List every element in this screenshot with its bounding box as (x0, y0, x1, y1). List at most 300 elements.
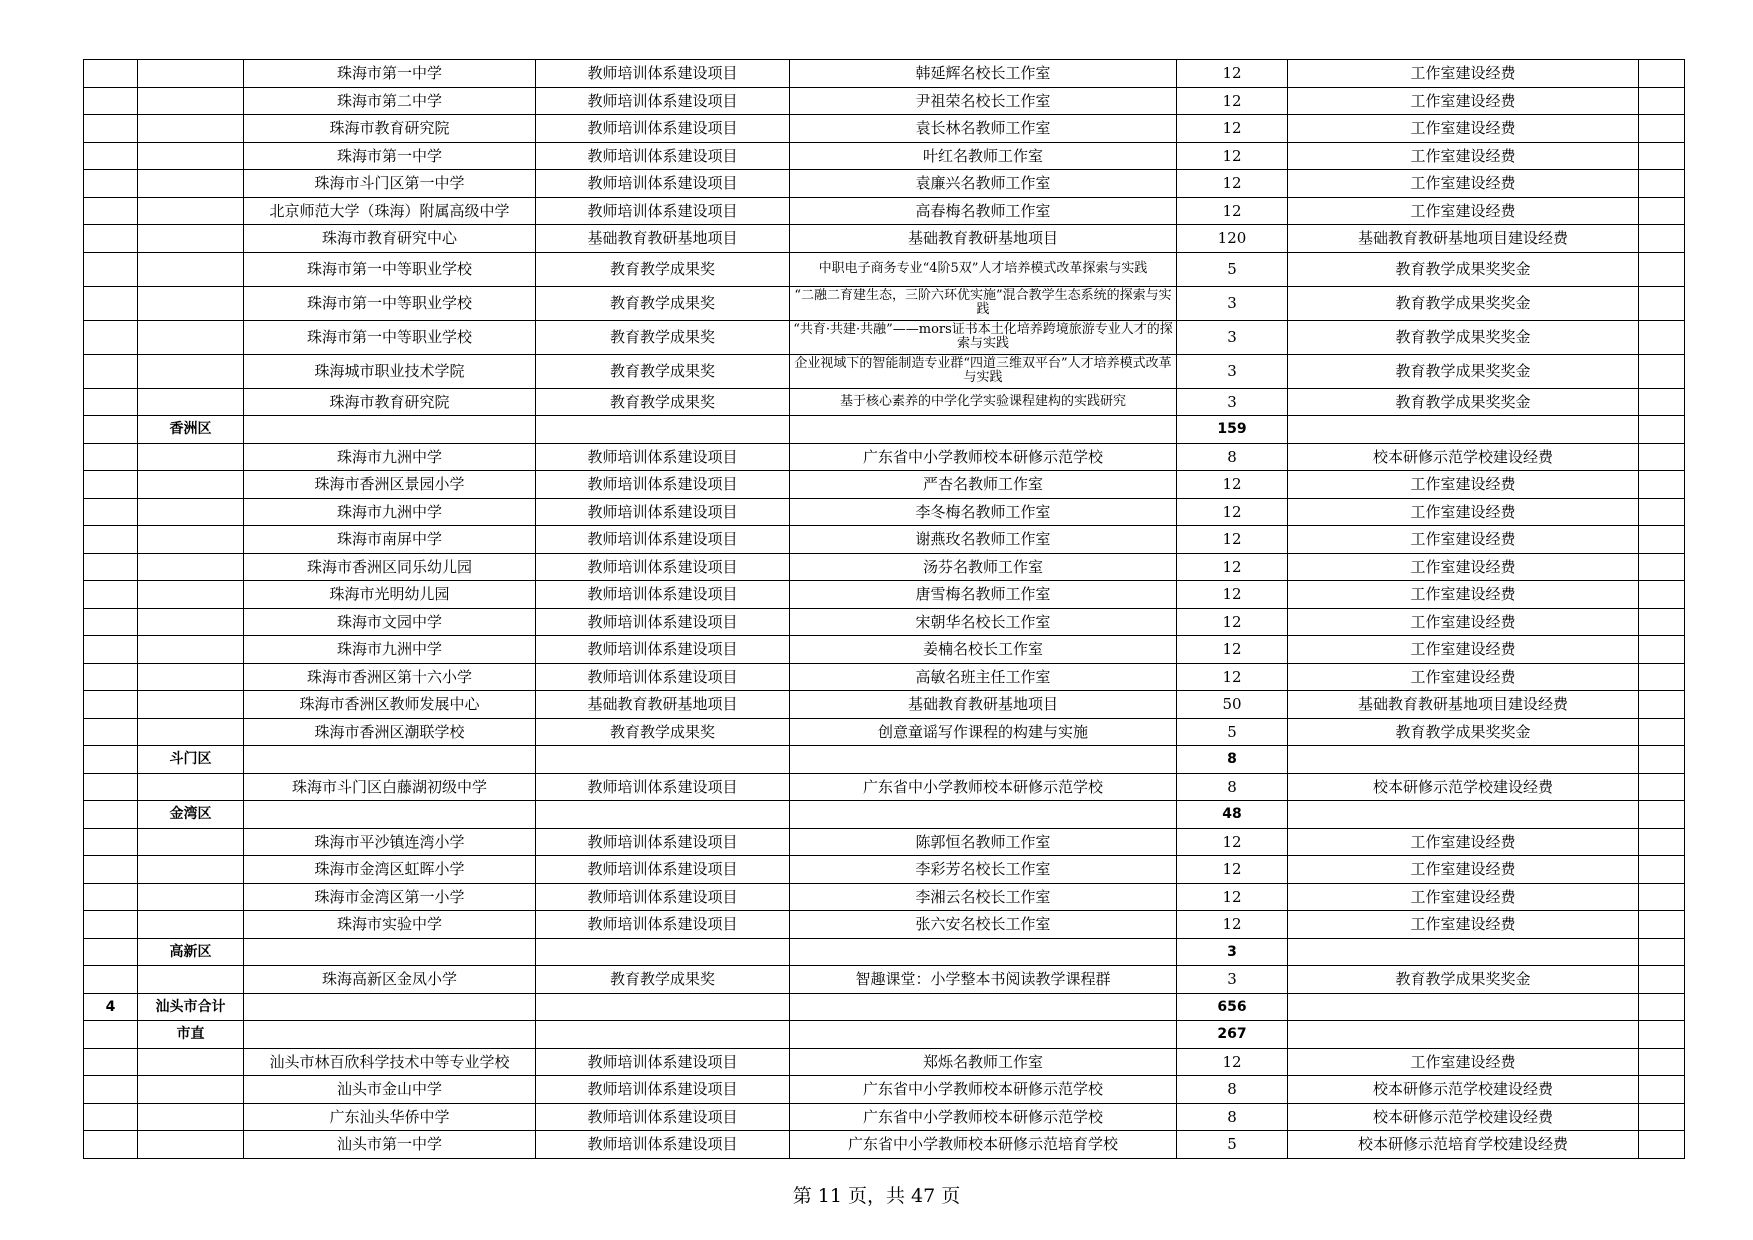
index-cell (84, 1103, 138, 1131)
region-cell: 斗门区 (138, 746, 244, 774)
index-cell (84, 883, 138, 911)
remark-cell (1639, 60, 1685, 88)
amount-cell: 12 (1177, 142, 1288, 170)
amount-cell: 3 (1177, 320, 1288, 354)
project-category-cell (536, 993, 790, 1021)
project-category-cell (536, 746, 790, 774)
project-name-cell: 广东省中小学教师校本研修示范学校 (790, 443, 1177, 471)
table-row (84, 320, 1685, 354)
purpose-cell: 工作室建设经费 (1288, 856, 1639, 884)
amount-cell: 159 (1177, 416, 1288, 444)
index-cell (84, 938, 138, 966)
region-cell (138, 354, 244, 388)
unit-cell (244, 993, 536, 1021)
city-total-row (84, 993, 1685, 1021)
project-name-cell: 袁长林名教师工作室 (790, 115, 1177, 143)
index-cell (84, 1021, 138, 1049)
index-cell (84, 966, 138, 994)
purpose-cell: 工作室建设经费 (1288, 636, 1639, 664)
remark-cell (1639, 801, 1685, 829)
index-cell (84, 1048, 138, 1076)
index-cell (84, 60, 138, 88)
purpose-cell: 基础教育教研基地项目建设经费 (1288, 225, 1639, 253)
project-name-cell: 姜楠名校长工作室 (790, 636, 1177, 664)
remark-cell (1639, 691, 1685, 719)
index-cell (84, 252, 138, 286)
unit-cell (244, 801, 536, 829)
project-name-cell (790, 746, 1177, 774)
purpose-cell: 工作室建设经费 (1288, 60, 1639, 88)
unit-cell: 珠海市教育研究院 (244, 388, 536, 416)
amount-cell: 12 (1177, 115, 1288, 143)
unit-cell: 珠海市第一中学 (244, 142, 536, 170)
project-name-cell: 高春梅名教师工作室 (790, 197, 1177, 225)
remark-cell (1639, 142, 1685, 170)
index-cell (84, 354, 138, 388)
index-cell (84, 636, 138, 664)
project-name-cell (790, 938, 1177, 966)
amount-cell: 12 (1177, 608, 1288, 636)
remark-cell (1639, 225, 1685, 253)
amount-cell: 8 (1177, 1076, 1288, 1104)
table-row (84, 286, 1685, 320)
region-cell (138, 471, 244, 499)
region-cell (138, 197, 244, 225)
amount-cell: 12 (1177, 911, 1288, 939)
amount-cell: 656 (1177, 993, 1288, 1021)
project-name-cell: 基础教育教研基地项目 (790, 225, 1177, 253)
purpose-cell: 教育教学成果奖奖金 (1288, 966, 1639, 994)
index-cell (84, 1131, 138, 1159)
region-cell (138, 87, 244, 115)
table-row (84, 142, 1685, 170)
table-row (84, 1076, 1685, 1104)
project-category-cell: 教师培训体系建设项目 (536, 581, 790, 609)
table-row (84, 718, 1685, 746)
project-name-cell: 袁廉兴名教师工作室 (790, 170, 1177, 198)
project-category-cell: 教育教学成果奖 (536, 320, 790, 354)
region-cell: 汕头市合计 (138, 993, 244, 1021)
project-name-cell: 广东省中小学教师校本研修示范学校 (790, 1076, 1177, 1104)
table-row (84, 1131, 1685, 1159)
purpose-cell: 教育教学成果奖奖金 (1288, 286, 1639, 320)
project-name-cell (790, 801, 1177, 829)
project-category-cell: 教师培训体系建设项目 (536, 60, 790, 88)
region-cell (138, 388, 244, 416)
region-cell: 市直 (138, 1021, 244, 1049)
region-cell: 香洲区 (138, 416, 244, 444)
project-name-cell: 叶红名教师工作室 (790, 142, 1177, 170)
project-category-cell: 教师培训体系建设项目 (536, 1131, 790, 1159)
unit-cell: 汕头市金山中学 (244, 1076, 536, 1104)
region-cell (138, 581, 244, 609)
project-category-cell: 教师培训体系建设项目 (536, 197, 790, 225)
amount-cell: 5 (1177, 1131, 1288, 1159)
purpose-cell: 工作室建设经费 (1288, 526, 1639, 554)
table-row (84, 883, 1685, 911)
project-name-cell: 汤芬名教师工作室 (790, 553, 1177, 581)
amount-cell: 5 (1177, 718, 1288, 746)
project-name-cell: 谢燕玫名教师工作室 (790, 526, 1177, 554)
region-cell (138, 883, 244, 911)
unit-cell: 珠海市香洲区同乐幼儿园 (244, 553, 536, 581)
project-name-cell: 李湘云名校长工作室 (790, 883, 1177, 911)
amount-cell: 12 (1177, 636, 1288, 664)
remark-cell (1639, 1103, 1685, 1131)
unit-cell: 珠海市九洲中学 (244, 636, 536, 664)
region-cell (138, 286, 244, 320)
amount-cell: 12 (1177, 170, 1288, 198)
project-name-cell (790, 1021, 1177, 1049)
purpose-cell: 教育教学成果奖奖金 (1288, 388, 1639, 416)
project-name-cell: 企业视域下的智能制造专业群“四道三维双平台”人才培养模式改革与实践 (790, 354, 1177, 388)
project-name-cell: 郑烁名教师工作室 (790, 1048, 1177, 1076)
amount-cell: 5 (1177, 252, 1288, 286)
project-name-cell: 韩延辉名校长工作室 (790, 60, 1177, 88)
index-cell (84, 416, 138, 444)
remark-cell (1639, 416, 1685, 444)
project-category-cell (536, 938, 790, 966)
region-cell: 高新区 (138, 938, 244, 966)
remark-cell (1639, 252, 1685, 286)
region-cell (138, 142, 244, 170)
remark-cell (1639, 938, 1685, 966)
unit-cell (244, 416, 536, 444)
table-row (84, 911, 1685, 939)
remark-cell (1639, 320, 1685, 354)
unit-cell: 珠海市第一中学 (244, 60, 536, 88)
index-cell (84, 911, 138, 939)
project-category-cell: 教育教学成果奖 (536, 388, 790, 416)
table-row (84, 197, 1685, 225)
purpose-cell: 工作室建设经费 (1288, 170, 1639, 198)
amount-cell: 12 (1177, 581, 1288, 609)
amount-cell: 12 (1177, 471, 1288, 499)
district-subtotal-row (84, 746, 1685, 774)
amount-cell: 8 (1177, 773, 1288, 801)
table-row (84, 252, 1685, 286)
table-row (84, 388, 1685, 416)
remark-cell (1639, 718, 1685, 746)
purpose-cell: 教育教学成果奖奖金 (1288, 252, 1639, 286)
amount-cell: 8 (1177, 1103, 1288, 1131)
project-name-cell: “二融二育建生态，三阶六环优实施”混合教学生态系统的探索与实践 (790, 286, 1177, 320)
project-category-cell: 教育教学成果奖 (536, 354, 790, 388)
project-category-cell (536, 1021, 790, 1049)
index-cell (84, 773, 138, 801)
table-row (84, 663, 1685, 691)
project-name-cell: 宋朝华名校长工作室 (790, 608, 1177, 636)
index-cell (84, 553, 138, 581)
table-row (84, 691, 1685, 719)
project-name-cell: “共育·共建·共融”——mors证书本土化培养跨境旅游专业人才的探索与实践 (790, 320, 1177, 354)
unit-cell: 珠海市香洲区景园小学 (244, 471, 536, 499)
unit-cell: 珠海市教育研究中心 (244, 225, 536, 253)
region-cell (138, 608, 244, 636)
remark-cell (1639, 773, 1685, 801)
table-row (84, 170, 1685, 198)
index-cell (84, 286, 138, 320)
table-row (84, 115, 1685, 143)
purpose-cell (1288, 801, 1639, 829)
index-cell (84, 443, 138, 471)
unit-cell: 珠海高新区金凤小学 (244, 966, 536, 994)
remark-cell (1639, 170, 1685, 198)
project-category-cell: 教师培训体系建设项目 (536, 443, 790, 471)
district-subtotal-row (84, 801, 1685, 829)
unit-cell (244, 938, 536, 966)
project-category-cell: 基础教育教研基地项目 (536, 225, 790, 253)
project-category-cell: 教师培训体系建设项目 (536, 883, 790, 911)
project-category-cell: 教师培训体系建设项目 (536, 856, 790, 884)
purpose-cell: 校本研修示范学校建设经费 (1288, 773, 1639, 801)
project-category-cell: 教师培训体系建设项目 (536, 1048, 790, 1076)
region-cell (138, 911, 244, 939)
index-cell (84, 142, 138, 170)
remark-cell (1639, 286, 1685, 320)
purpose-cell (1288, 416, 1639, 444)
table-row (84, 636, 1685, 664)
region-cell (138, 1076, 244, 1104)
region-cell (138, 60, 244, 88)
unit-cell: 珠海市文园中学 (244, 608, 536, 636)
project-category-cell: 教师培训体系建设项目 (536, 498, 790, 526)
table-row (84, 828, 1685, 856)
project-category-cell: 教师培训体系建设项目 (536, 608, 790, 636)
remark-cell (1639, 87, 1685, 115)
amount-cell: 12 (1177, 856, 1288, 884)
region-cell (138, 320, 244, 354)
region-cell (138, 691, 244, 719)
amount-cell: 3 (1177, 354, 1288, 388)
remark-cell (1639, 388, 1685, 416)
project-category-cell: 教师培训体系建设项目 (536, 553, 790, 581)
remark-cell (1639, 636, 1685, 664)
remark-cell (1639, 1076, 1685, 1104)
remark-cell (1639, 1131, 1685, 1159)
unit-cell: 珠海市第一中等职业学校 (244, 320, 536, 354)
table-row (84, 498, 1685, 526)
purpose-cell: 工作室建设经费 (1288, 498, 1639, 526)
table-row (84, 608, 1685, 636)
purpose-cell: 工作室建设经费 (1288, 1048, 1639, 1076)
remark-cell (1639, 443, 1685, 471)
remark-cell (1639, 966, 1685, 994)
amount-cell: 8 (1177, 746, 1288, 774)
project-category-cell: 教师培训体系建设项目 (536, 1103, 790, 1131)
district-subtotal-row (84, 938, 1685, 966)
index-cell (84, 526, 138, 554)
project-name-cell: 高敏名班主任工作室 (790, 663, 1177, 691)
unit-cell: 珠海市实验中学 (244, 911, 536, 939)
index-cell (84, 663, 138, 691)
index-cell (84, 225, 138, 253)
district-subtotal-row (84, 416, 1685, 444)
index-cell (84, 828, 138, 856)
index-cell (84, 856, 138, 884)
purpose-cell: 校本研修示范学校建设经费 (1288, 443, 1639, 471)
project-name-cell: 广东省中小学教师校本研修示范学校 (790, 1103, 1177, 1131)
remark-cell (1639, 471, 1685, 499)
remark-cell (1639, 856, 1685, 884)
purpose-cell (1288, 746, 1639, 774)
project-category-cell: 教师培训体系建设项目 (536, 142, 790, 170)
remark-cell (1639, 197, 1685, 225)
project-name-cell: 创意童谣写作课程的构建与实施 (790, 718, 1177, 746)
purpose-cell: 工作室建设经费 (1288, 87, 1639, 115)
amount-cell: 12 (1177, 526, 1288, 554)
table-body (84, 60, 1685, 1159)
index-cell (84, 581, 138, 609)
project-category-cell (536, 416, 790, 444)
project-category-cell: 教师培训体系建设项目 (536, 773, 790, 801)
purpose-cell: 工作室建设经费 (1288, 663, 1639, 691)
project-category-cell: 教师培训体系建设项目 (536, 636, 790, 664)
index-cell (84, 87, 138, 115)
remark-cell (1639, 354, 1685, 388)
amount-cell: 3 (1177, 388, 1288, 416)
purpose-cell: 工作室建设经费 (1288, 115, 1639, 143)
index-cell (84, 801, 138, 829)
project-category-cell: 教育教学成果奖 (536, 286, 790, 320)
index-cell (84, 746, 138, 774)
project-name-cell: 基于核心素养的中学化学实验课程建构的实践研究 (790, 388, 1177, 416)
region-cell (138, 526, 244, 554)
unit-cell: 珠海市九洲中学 (244, 498, 536, 526)
table-row (84, 471, 1685, 499)
table-row (84, 1103, 1685, 1131)
project-name-cell: 基础教育教研基地项目 (790, 691, 1177, 719)
remark-cell (1639, 553, 1685, 581)
amount-cell: 267 (1177, 1021, 1288, 1049)
project-category-cell (536, 801, 790, 829)
project-name-cell: 唐雪梅名教师工作室 (790, 581, 1177, 609)
index-cell (84, 388, 138, 416)
remark-cell (1639, 746, 1685, 774)
index-cell (84, 170, 138, 198)
amount-cell: 12 (1177, 87, 1288, 115)
project-category-cell: 基础教育教研基地项目 (536, 691, 790, 719)
unit-cell (244, 746, 536, 774)
region-cell (138, 170, 244, 198)
purpose-cell: 工作室建设经费 (1288, 911, 1639, 939)
region-cell (138, 1103, 244, 1131)
project-name-cell: 李冬梅名教师工作室 (790, 498, 1177, 526)
amount-cell: 120 (1177, 225, 1288, 253)
table-row (84, 443, 1685, 471)
amount-cell: 3 (1177, 938, 1288, 966)
index-cell (84, 498, 138, 526)
remark-cell (1639, 663, 1685, 691)
remark-cell (1639, 883, 1685, 911)
remark-cell (1639, 115, 1685, 143)
project-category-cell: 教师培训体系建设项目 (536, 115, 790, 143)
remark-cell (1639, 526, 1685, 554)
unit-cell: 珠海市第一中等职业学校 (244, 286, 536, 320)
purpose-cell (1288, 993, 1639, 1021)
region-cell (138, 498, 244, 526)
purpose-cell: 工作室建设经费 (1288, 883, 1639, 911)
purpose-cell: 工作室建设经费 (1288, 608, 1639, 636)
project-name-cell (790, 993, 1177, 1021)
unit-cell: 珠海市教育研究院 (244, 115, 536, 143)
amount-cell: 12 (1177, 60, 1288, 88)
remark-cell (1639, 1048, 1685, 1076)
remark-cell (1639, 608, 1685, 636)
region-cell (138, 553, 244, 581)
region-cell (138, 663, 244, 691)
purpose-cell: 教育教学成果奖奖金 (1288, 718, 1639, 746)
purpose-cell (1288, 1021, 1639, 1049)
amount-cell: 12 (1177, 553, 1288, 581)
unit-cell: 珠海市香洲区教师发展中心 (244, 691, 536, 719)
table-row (84, 60, 1685, 88)
remark-cell (1639, 1021, 1685, 1049)
unit-cell: 珠海市斗门区第一中学 (244, 170, 536, 198)
project-name-cell: 中职电子商务专业“4阶5双”人才培养模式改革探索与实践 (790, 252, 1177, 286)
region-cell (138, 828, 244, 856)
unit-cell: 汕头市林百欣科学技术中等专业学校 (244, 1048, 536, 1076)
unit-cell: 北京师范大学（珠海）附属高级中学 (244, 197, 536, 225)
unit-cell: 珠海市光明幼儿园 (244, 581, 536, 609)
amount-cell: 3 (1177, 966, 1288, 994)
unit-cell: 汕头市第一中学 (244, 1131, 536, 1159)
region-cell (138, 1048, 244, 1076)
amount-cell: 48 (1177, 801, 1288, 829)
project-category-cell: 教师培训体系建设项目 (536, 1076, 790, 1104)
project-category-cell: 教育教学成果奖 (536, 252, 790, 286)
unit-cell: 珠海市第二中学 (244, 87, 536, 115)
amount-cell: 12 (1177, 197, 1288, 225)
index-cell (84, 197, 138, 225)
table-row (84, 87, 1685, 115)
region-cell (138, 443, 244, 471)
purpose-cell: 教育教学成果奖奖金 (1288, 354, 1639, 388)
amount-cell: 3 (1177, 286, 1288, 320)
allocation-table (83, 59, 1685, 1159)
table-row (84, 581, 1685, 609)
region-cell (138, 966, 244, 994)
index-cell (84, 691, 138, 719)
table-row (84, 354, 1685, 388)
project-name-cell: 严杏名教师工作室 (790, 471, 1177, 499)
unit-cell: 珠海市金湾区第一小学 (244, 883, 536, 911)
amount-cell: 8 (1177, 443, 1288, 471)
unit-cell: 珠海市金湾区虹晖小学 (244, 856, 536, 884)
amount-cell: 12 (1177, 663, 1288, 691)
district-subtotal-row (84, 1021, 1685, 1049)
purpose-cell: 校本研修示范培育学校建设经费 (1288, 1131, 1639, 1159)
project-category-cell: 教育教学成果奖 (536, 718, 790, 746)
index-cell (84, 1076, 138, 1104)
project-category-cell: 教师培训体系建设项目 (536, 828, 790, 856)
project-category-cell: 教师培训体系建设项目 (536, 663, 790, 691)
table-row (84, 856, 1685, 884)
amount-cell: 50 (1177, 691, 1288, 719)
page-number: 第 11 页，共 47 页 (792, 1185, 961, 1207)
project-name-cell: 广东省中小学教师校本研修示范学校 (790, 773, 1177, 801)
index-cell (84, 718, 138, 746)
unit-cell: 珠海市斗门区白藤湖初级中学 (244, 773, 536, 801)
unit-cell: 珠海市九洲中学 (244, 443, 536, 471)
table-row (84, 526, 1685, 554)
unit-cell: 珠海城市职业技术学院 (244, 354, 536, 388)
project-name-cell: 李彩芳名校长工作室 (790, 856, 1177, 884)
region-cell (138, 773, 244, 801)
index-cell (84, 471, 138, 499)
region-cell (138, 252, 244, 286)
purpose-cell: 基础教育教研基地项目建设经费 (1288, 691, 1639, 719)
